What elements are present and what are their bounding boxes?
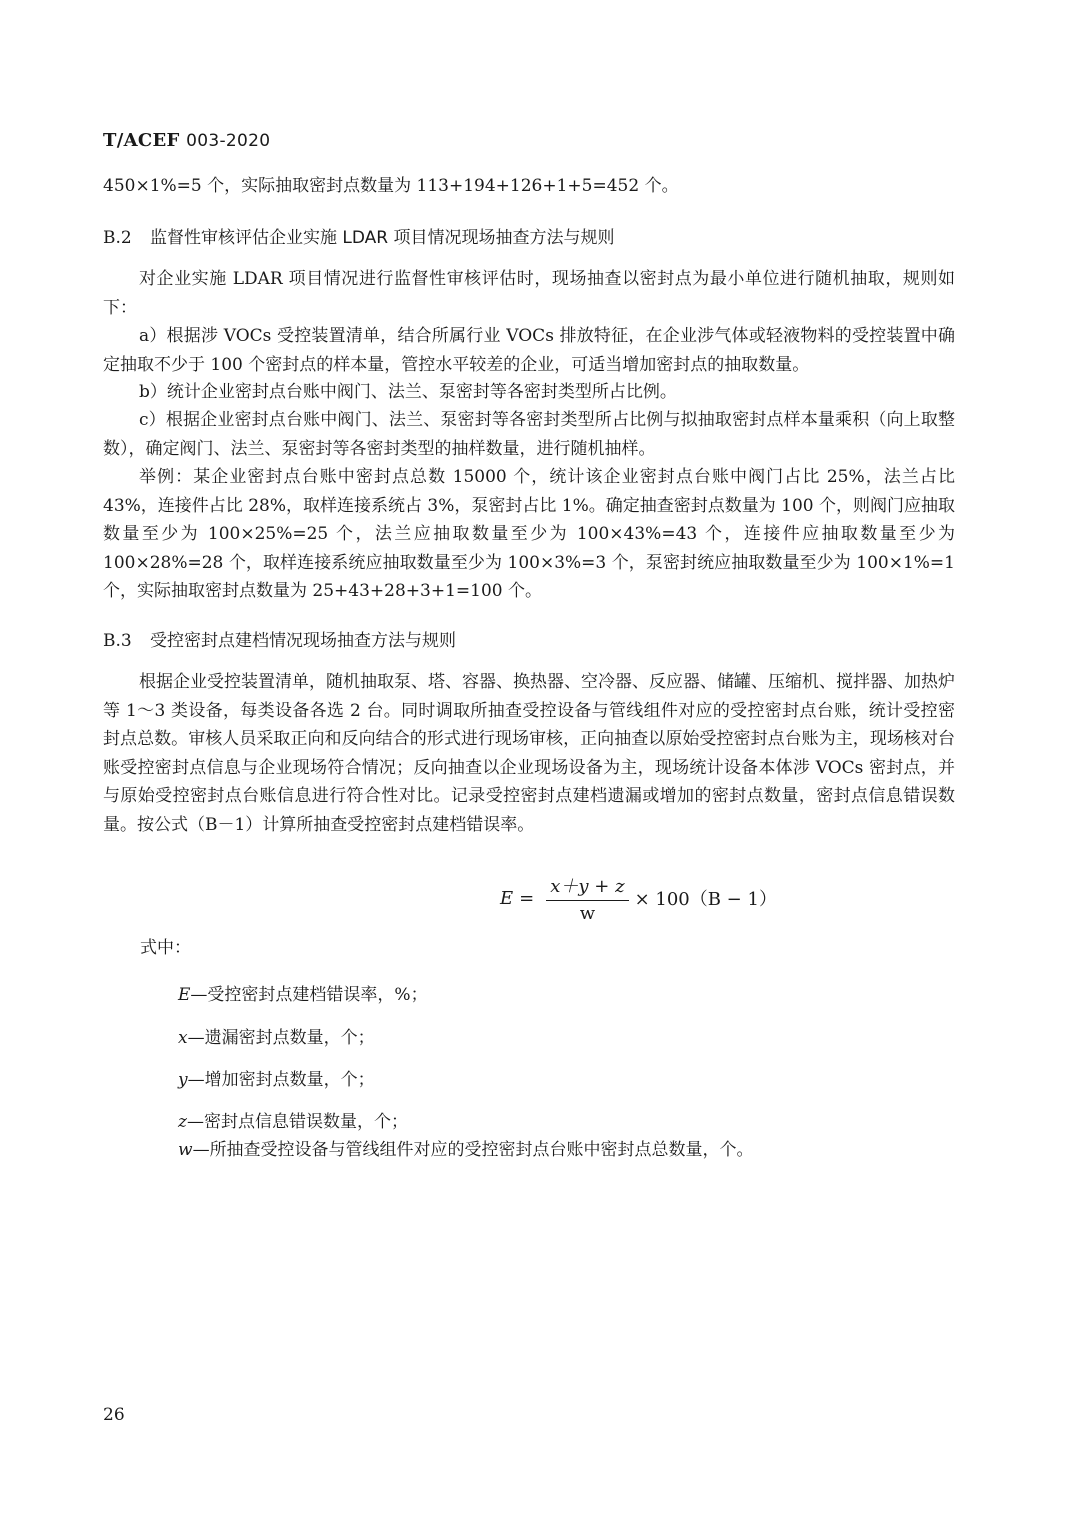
definition-y (178, 1066, 375, 1094)
definition-z (178, 1108, 408, 1136)
standard-code-prefix: T/ACEF (103, 130, 180, 151)
definition-text: —所抽查受控设备与管线组件对应的受控密封点台账中密封点总数量，个。 (192, 1140, 754, 1160)
definition-text: —密封点信息错误数量，个； (186, 1112, 408, 1132)
section-b3-title: 受控密封点建档情况现场抽查方法与规则 (150, 631, 456, 651)
definition-symbol: z (178, 1112, 187, 1132)
definition-w (178, 1136, 754, 1164)
page-number: 26 (103, 1405, 125, 1425)
carryover-paragraph: 450×1%=5 个，实际抽取密封点数量为 113+194+126+1+5=452 个。 (103, 176, 679, 196)
section-b2-item-a: a）根据涉 VOCs 受控装置清单，结合所属行业 VOCs 排放特征，在企业涉气体或轻液物料的受控装置中确定抽取不少于 100 个密封点的样本量，管控水平较差的企业，可适当增加密封点的抽取数量。 (103, 326, 955, 375)
section-b3-number: B.3 (103, 631, 132, 651)
definition-symbol: w (178, 1140, 193, 1160)
section-b2-example: 举例：某企业密封点台账中密封点总数 15000 个，统计该企业密封点台账中阀门占比 25%，法兰占比 43%，连接件占比 28%，取样连接系统占 3%，泵密封占比 1%。确定抽查密封点数量为 100 个，则阀门应抽取数量至少为 100×25%=25 个，法兰应抽取数量至少为 100×43%=43 个，连接件应抽取数量至少为 100×28%=28 个，取样连接系统应抽取数量至少为 100×3%=3 个，泵密封统应抽取数量至少为 100×1%=1 个，实际抽取密封点数量为 25+43+28+3+1=100 个。 (103, 467, 955, 601)
where-label: 式中： (140, 938, 191, 958)
definition-e (178, 981, 428, 1009)
standard-code-number: 003-2020 (186, 131, 271, 151)
standard-code (103, 130, 270, 151)
section-b3-heading (103, 627, 456, 655)
formula-b1 (500, 872, 777, 924)
formula-numerator: x＋y + z (546, 872, 628, 901)
definition-symbol: y (178, 1070, 188, 1090)
definition-x (178, 1024, 375, 1052)
definition-symbol: E (178, 985, 191, 1005)
formula-rest: × 100（B − 1） (634, 889, 777, 910)
definition-text: —受控密封点建档错误率，%； (190, 985, 428, 1005)
definition-text: —遗漏密封点数量，个； (187, 1028, 375, 1048)
section-b2-title: 监督性审核评估企业实施 LDAR 项目情况现场抽查方法与规则 (150, 228, 615, 248)
definition-symbol: x (178, 1028, 188, 1048)
section-b2-number: B.2 (103, 228, 132, 248)
formula-fraction (546, 872, 628, 924)
section-b2-item-c: c）根据企业密封点台账中阀门、法兰、泵密封等各密封类型所占比例与拟抽取密封点样本量乘积（向上取整数），确定阀门、法兰、泵密封等各密封类型的抽样数量，进行随机抽样。 (103, 410, 955, 459)
section-b2-heading (103, 224, 615, 252)
section-b2-item-b: b）统计企业密封点台账中阀门、法兰、泵密封等各密封类型所占比例。 (139, 382, 677, 402)
formula-equals: = (519, 887, 535, 909)
formula-denominator: w (579, 903, 596, 924)
section-b3-body: 根据企业受控装置清单，随机抽取泵、塔、容器、换热器、空冷器、反应器、储罐、压缩机、搅拌器、加热炉等 1～3 类设备，每类设备各选 2 台。同时调取所抽查受控设备与管线组件对应的受控密封点台账，统计受控密封点总数。审核人员采取正向和反向结合的形式进行现场审核，正向抽查以原始受控密封点台账为主，现场核对台账受控密封点信息与企业现场符合情况；反向抽查以企业现场设备为主，现场统计设备本体涉 VOCs 密封点，并与原始受控密封点台账信息进行符合性对比。记录受控密封点建档遗漏或增加的密封点数量，密封点信息错误数量。按公式（B－1）计算所抽查受控密封点建档错误率。 (103, 672, 955, 835)
section-b2-intro: 对企业实施 LDAR 项目情况进行监督性审核评估时，现场抽查以密封点为最小单位进行随机抽取，规则如下： (103, 269, 955, 318)
formula-lhs: E (500, 887, 514, 909)
definition-text: —增加密封点数量，个； (187, 1070, 375, 1090)
